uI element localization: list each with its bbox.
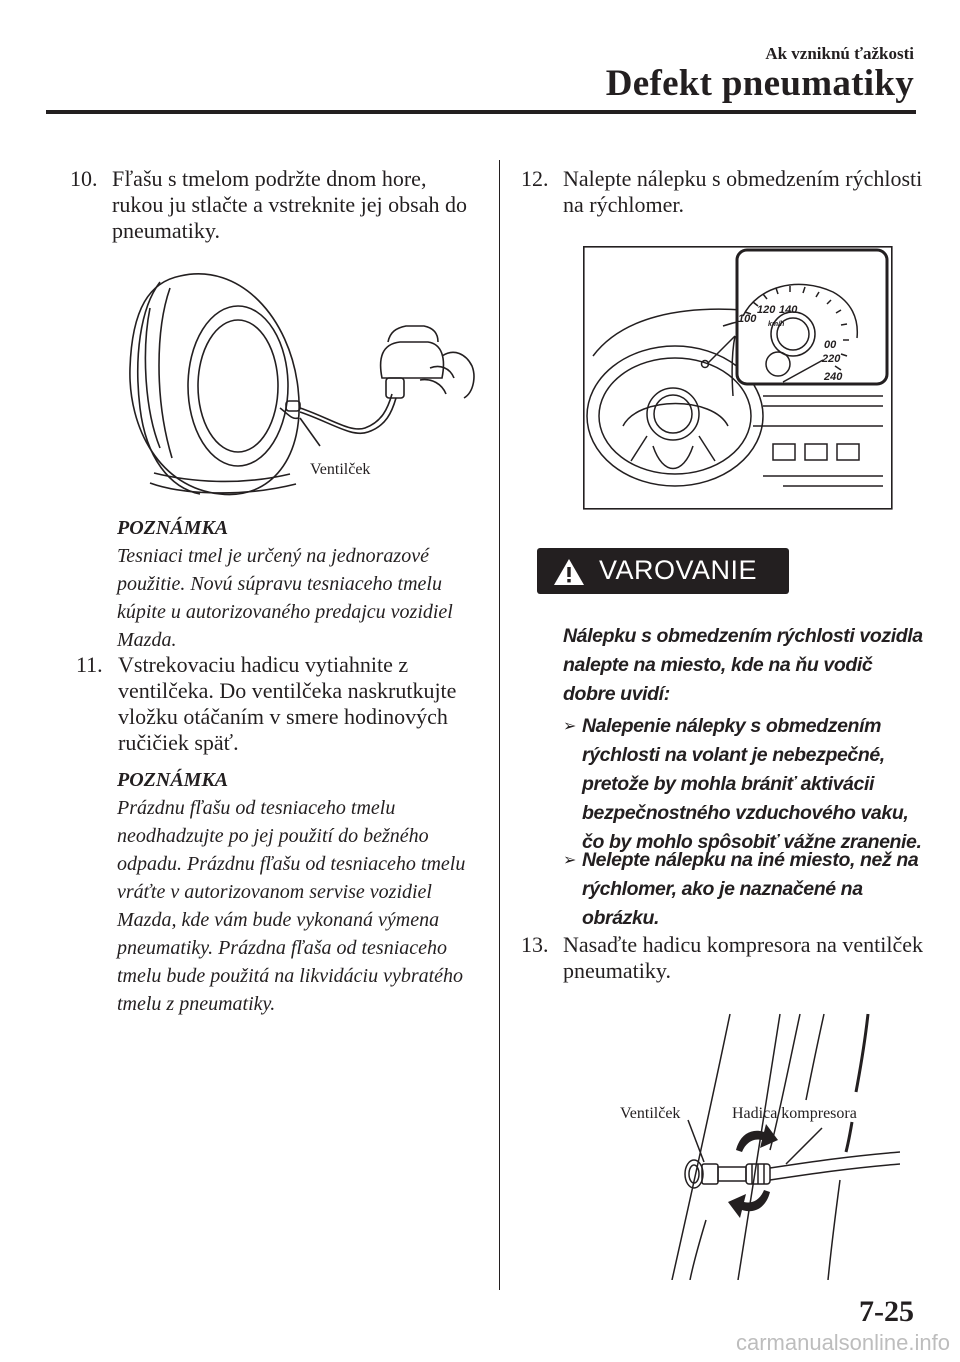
tick-label: 100 xyxy=(738,313,757,325)
warning-badge-label: VAROVANIE xyxy=(599,555,758,585)
column-divider xyxy=(499,160,500,1290)
compressor-hose-figure xyxy=(610,1010,900,1280)
bullet-text: Nalepenie nálepky s obmedzením rýchlosti na volant je nebezpečné, pretože by mohla brániť aktivácii bezpečnostného vzduchového vaku, čo by mohlo spôsobiť vážne zranenie. xyxy=(582,715,922,853)
step-text: Nalepte nálepku s obmedzením rýchlosti na rýchlomer. xyxy=(563,166,923,217)
valve-label: Ventilček xyxy=(620,1105,681,1122)
step-text: Nasaďte hadicu kompresora na ventilček pneumatiky. xyxy=(563,932,923,983)
step-13 xyxy=(521,932,931,984)
speedometer-figure xyxy=(583,246,893,510)
step-10 xyxy=(70,166,480,244)
tick-label: 220 xyxy=(822,353,841,365)
warning-intro: Nálepku s obmedzením rýchlosti vozidla nalepte na miesto, kde na ňu vodič dobre uvidí: xyxy=(563,625,923,705)
header-rule xyxy=(46,110,916,114)
valve-label: Ventilček xyxy=(310,461,371,478)
step-text: Vstrekovaciu hadicu vytiahnite z ventilčeka. Do ventilčeka naskrutkujte vložku otáčaním v smere hodinových ručičiek späť. xyxy=(118,652,457,755)
note-title: POZNÁMKA xyxy=(117,769,229,791)
warning-bullet xyxy=(563,712,935,857)
bullet-text: Nelepte nálepku na iné miesto, než na rýchlomer, ako je naznačené na obrázku. xyxy=(582,849,919,929)
step-12 xyxy=(521,166,931,218)
chapter-title: Defekt pneumatiky xyxy=(605,63,914,104)
step-11 xyxy=(76,652,480,756)
section-title: Ak vzniknú ťažkosti xyxy=(765,44,914,63)
arrow-bullet-icon: ➢ xyxy=(563,718,577,735)
tick-label: 00 xyxy=(824,339,837,351)
tick-label: 240 xyxy=(824,371,843,383)
step-text: Fľašu s tmelom podržte dnom hore, rukou ju stlačte a vstreknite jej obsah do pneumatiky. xyxy=(112,166,467,243)
note-text: Tesniaci tmel je určený na jednorazové použitie. Novú súpravu tesniaceho tmelu kúpite u autorizovaného predajcu vozidiel Mazda. xyxy=(117,545,453,651)
warning-triangle-icon xyxy=(553,558,585,586)
note-2 xyxy=(117,766,482,1018)
note-title: POZNÁMKA xyxy=(117,517,229,539)
warning-bullet xyxy=(563,846,935,933)
note-text: Prázdnu fľašu od tesniaceho tmelu neodhadzujte po jej použití do bežného odpadu. Prázdnu fľašu od tesniaceho tmelu vráťte v autorizovanom servise vozidiel Mazda, kde vám bude vykonaná výmena pneumatiky. Prázdna fľaša od tesniaceho tmelu bude použitá na likvidáciu vybratého tmelu z pneumatiky. xyxy=(117,797,466,1015)
page-number: 7-25 xyxy=(859,1295,914,1328)
tick-label: 120 xyxy=(757,304,776,316)
warning-badge xyxy=(537,548,789,594)
tick-label: km/h xyxy=(768,321,785,328)
hose-label: Hadica kompresora xyxy=(732,1105,857,1122)
step-number: 13. xyxy=(521,932,549,957)
step-number: 11. xyxy=(76,652,103,677)
tick-label: 140 xyxy=(779,304,798,316)
watermark-url: carmanualsonline.info xyxy=(735,1330,950,1355)
tire-sealant-figure xyxy=(120,268,480,500)
step-number: 12. xyxy=(521,166,549,191)
note-1 xyxy=(117,514,482,654)
step-number: 10. xyxy=(70,166,98,191)
arrow-bullet-icon: ➢ xyxy=(563,852,577,869)
